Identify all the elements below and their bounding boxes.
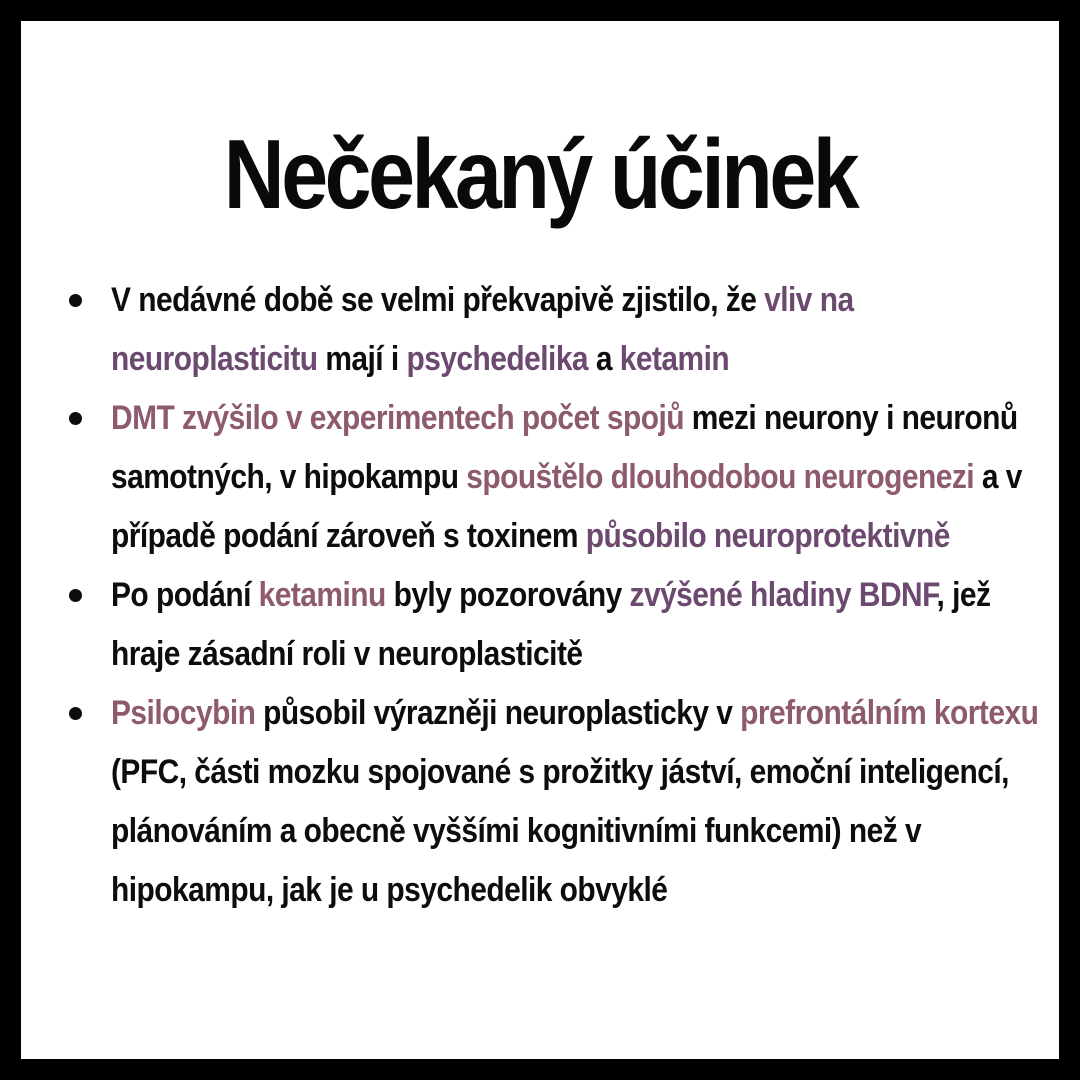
highlight-segment: prefrontálním kortexu [740,694,1039,732]
bullet-text [111,271,1044,389]
bullet-item-4 [21,684,1059,920]
content-card [21,21,1059,1059]
highlight-segment: zvýšené hladiny BDNF [629,576,937,614]
highlight-segment: psychedelika [406,340,589,378]
bullet-item-2 [21,389,1059,566]
text-segment: V nedávné době se velmi překvapivě zjistilo, že [111,281,765,319]
bullet-dot-icon [69,294,82,307]
highlight-segment: DMT zvýšilo v experimentech počet spojů [111,399,684,437]
text-segment: byly pozorovány [385,576,630,614]
bullet-item-3 [21,566,1059,684]
highlight-segment: vliv na neuroplasticitu [111,281,854,378]
highlight-segment: ketamin [619,340,730,378]
bullet-item-1 [21,271,1059,389]
bullet-dot-icon [69,412,82,425]
highlight-segment: spouštělo dlouhodobou neurogenezi [466,458,975,496]
text-segment: (PFC, části mozku spojované s prožitky jáství, emoční inteligencí, plánováním a obecně vyššími kognitivními funkcemi) než v hipokampu, jak je u psychedelik obvyklé [111,753,1009,909]
bullet-text [111,566,1044,684]
highlight-segment: ketaminu [258,576,386,614]
text-segment: mezi neurony i neuronů samotných, v hipokampu [111,399,1018,496]
bullet-text [111,389,1044,566]
bullet-list [21,271,1059,920]
bullet-dot-icon [69,589,82,602]
text-segment: mají i [317,340,407,378]
bullet-text [111,684,1044,920]
highlight-segment: Psilocybin [111,694,256,732]
text-segment: Po podání [111,576,259,614]
text-segment: působil výrazněji neuroplasticky v [255,694,741,732]
highlight-segment: působilo neuroprotektivně [585,517,950,555]
text-segment: , jež hraje zásadní roli v neuroplasticitě [111,576,991,673]
text-segment: a v případě podání zároveň s toxinem [111,458,1022,555]
text-segment: a [588,340,620,378]
bullet-dot-icon [69,707,82,720]
page-title: Nečekaný účinek [223,119,857,229]
